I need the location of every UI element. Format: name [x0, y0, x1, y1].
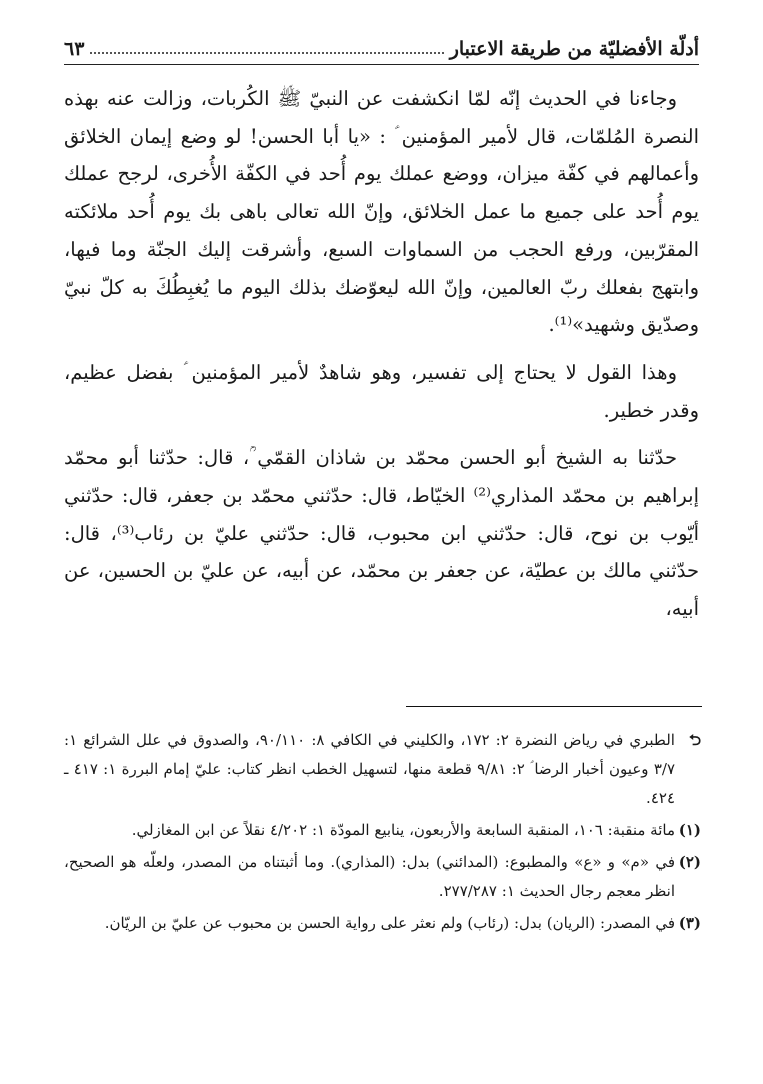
footnote-text: مائة منقبة: ١٠٦، المنقبة السابعة والأربعون، ينابيع المودّة ١: ٤/٢٠٢ نقلاً عن ابن المغازلي.: [131, 821, 675, 839]
footnote-text: في «م» و «ع» والمطبوع: (المدائني) بدل: (المذاري). وما أثبتناه من المصدر، ولعلّه هو الصحيح، انظر معجم رجال الحديث ١: ٢٧٧/٢٨٧.: [64, 853, 675, 900]
footnote: [64, 909, 701, 938]
footnote-text: الطبري في رياض النضرة ٢: ١٧٢، والكليني في الكافي ٨: ٩٠/١١٠، والصدوق في علل الشرائع ١: ٣/٧ وعيون أخبار الرضا ؑ ٢: ٩/٨١ قطعة منها، لتسهيل الخطب انظر كتاب: عليّ إمام البررة ١: ٤١٧ ـ ٤٢٤.: [64, 731, 675, 807]
footnote: [64, 816, 701, 845]
paragraph: وهذا القول لا يحتاج إلى تفسير، وهو شاهدٌ لأمير المؤمنين ؑ بفضل عظيم، وقدر خطير.: [64, 360, 699, 422]
footnote-number: (٣): [678, 914, 701, 932]
footnote: [64, 726, 701, 813]
footnote-text: في المصدر: (الريان) بدل: (رئاب) ولم نعثر على رواية الحسن بن محبوب عن عليّ بن الريّان.: [104, 914, 675, 932]
main-text: [64, 80, 699, 628]
curved-arrow-icon: ⮌: [688, 731, 701, 749]
paragraph: حدّثنا به الشيخ أبو الحسن محمّد بن شاذان القمّي ؒ، قال: حدّثنا أبو محمّد إبراهيم بن محمّد المذاري⁽²⁾ الخيّاط، قال: حدّثني محمّد بن جعفر، قال: حدّثني أيّوب بن نوح، قال: حدّثني ابن محبوب، قال: حدّثني عليّ بن رئاب⁽³⁾، قال: حدّثني مالك بن عطيّة، عن جعفر بن محمّد، عن أبيه، عن عليّ بن الحسين، عن أبيه،: [64, 446, 699, 621]
footnotes: [64, 726, 701, 941]
footnote-separator: [406, 706, 702, 707]
footnote: [64, 848, 701, 906]
header-dot-leader: [90, 52, 443, 54]
footnote-number: (٢): [678, 853, 701, 871]
footnote-number: (١): [678, 821, 701, 839]
page-header: [64, 26, 699, 65]
paragraph: وجاءنا في الحديث إنّه لمّا انكشفت عن النبيّ ﷺ الكُربات، وزالت عنه بهذه النصرة المُلمّات، قال لأمير المؤمنين ؑ : «يا أبا الحسن! لو وضع إيمان الخلائق وأعمالهم في كفّة ميزان، ووضع عملك يوم أُحد في الكفّة الأُخرى، لرجح عملك يوم أُحد على جميع ما عمل الخلائق، وإنّ الله تعالى باهى بك يوم أُحد ملائكته المقرّبين، ورفع الحجب من السماوات السبع، وأشرقت إليك الجنّة وما فيها، وابتهج بفعلك ربّ العالمين، وإنّ الله ليعوّضك بذلك اليوم ما يُغبِطُكَ به كلّ نبيّ وصدّيق وشهيد»⁽¹⁾.: [64, 87, 699, 337]
running-title: أدلّة الأفضليّة من طريقة الاعتبار: [449, 38, 699, 60]
page-number: ٦٣: [64, 38, 85, 60]
